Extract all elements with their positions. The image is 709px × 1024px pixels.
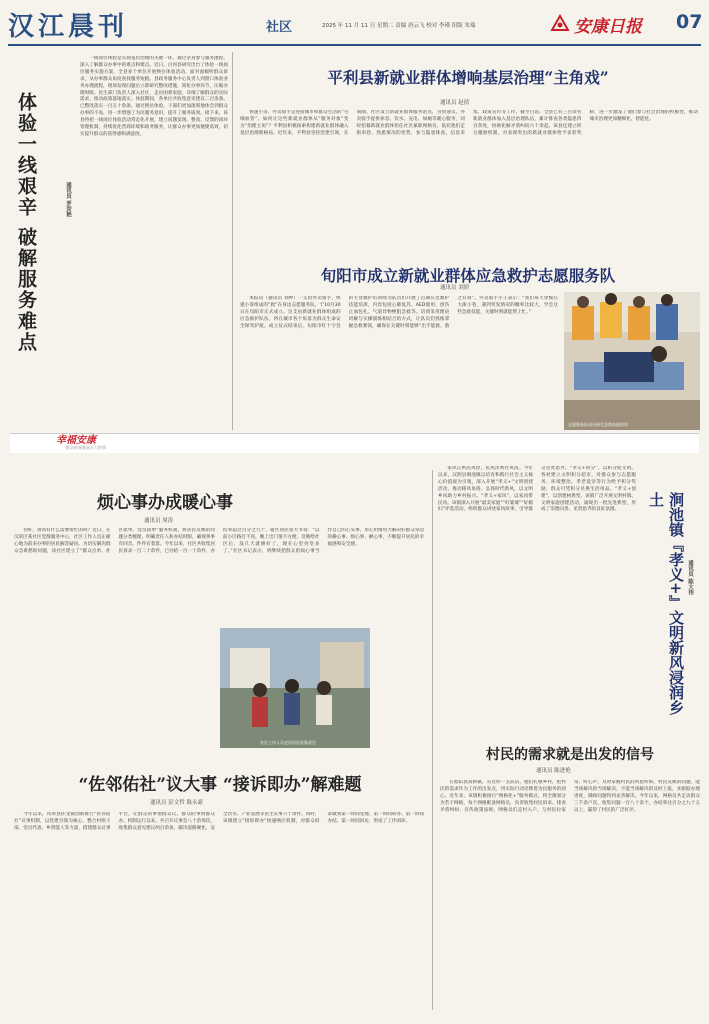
article-middle-body [240,296,558,430]
header-rule [8,44,701,46]
article-middle-paragraph: 本报讯（通讯员 刘婷）一支由外卖骑手、快递小哥组成的“救”在身边志愿服务队，于10月30日在旬阳市正式成立。这支由新就业群体组成的应急救护队伍，将在城市各个角落为群众生命安全保驾护航。成立仪式结束后，旬阳市红十字会的专业救护培训师为队员们开展了首期应急救护技能培训，内容包括心肺复苏、AED使用、创伤止血包扎、气道异物梗阻急救等。培训采用理论讲解与实操演练相结合的方式，让队员们熟练掌握急救要领，确保在关键时刻能够“出手能救、救之有效”。外卖骑手小王表示：“我们每天穿梭在大街小巷，遇到突发情况的概率比较大，学会这些急救技能，关键时刻就能帮上忙。” [240,296,558,329]
article-bottom-left-body-cont [14,636,214,744]
article-left-paragraph: 一线岗位体验是实现基层治理的关键一环，通过亲身参与服务流程，深入了解群众办事中的难点和堵点。近日，白河县研究出台了体验一线岗位服务实施方案，全县多个单位开展换位体验活动，面对面倾听群众诉求，从办事群众角度查找服务短板。县政务服务中心负责人到窗口体验业务办理流程，现场发现问题后立即研究整改措施，简化办事环节，压缩办理时限。民生部门负责人深入社区，走访困难家庭，详细了解群众的实际需求，推动政策落地落实。体验期间，各单位共收集意见建议二百余条，已整改落实一百五十余条。通过换位体验，干部们更加深刻地体会到群众办事的不易，进一步增强了为民服务意识，提升了服务质效。接下来，该县将把一线岗位体验活动常态化开展，建立问题发现、整改、反馈的闭环管理机制，持续优化营商环境和政务服务，让群众办事更加便捷高效，切实提升群众的获得感和满意度。 [80,56,228,137]
article-bottom-middle-body [14,812,424,1012]
page-number: 07 [676,11,703,33]
article-bottom-left-title: 烦心事办成暖心事 [97,493,233,513]
community-photo-image [220,628,370,748]
article-right-paragraph: 家风正则民风淳，民风淳则社风清。今年以来，汉阴县涧池镇以培育和践行社会主义核心价值观为引领，深入开展“孝义+”文明创建活动，推动移风易俗，弘扬时代新风，以文明乡风助力乡村振兴。“孝义+家风”，以家风带民风。该镇深入开展“最美家庭”“好婆婆”“好媳妇”评选活动，组织群众讲述家风故事，引导群众见贤思齐。“孝义+积分”，以积分促文明。各村建立文明积分超市，对群众参与志愿服务、环境整治、孝老爱亲等行为给予积分奖励，群众可凭积分兑换生活用品。“孝义+创建”，以创建树典型。该镇广泛开展文明村镇、文明家庭创建活动，涌现出一批先进典型，形成了崇德向善、见贤思齐的良好氛围。 [438,466,636,513]
article-bottom-middle-author: 通讯员 彭文哲 陈永豪 [150,800,203,806]
newspaper-logo-icon [550,14,570,32]
special-brand: 幸福安康 [56,435,96,446]
special-brand-sub: 群众的事就是天大的事 [66,445,106,450]
article-bottom-right-title: 村民的需求就是出发的信号 [486,747,654,763]
community-photo [220,628,370,748]
article-right-title: 涧池镇『孝义+』文明新风浸润乡土 [647,492,685,715]
newspaper-name: 安康日报 [574,17,642,37]
training-photo-image [564,292,700,430]
article-bottom-left-body [14,528,424,630]
article-bottom-left-paragraph: 你好，请问有什么需要帮忙的吗？近日，在汉滨区某社区党群服务中心，社区工作人员正耐心地为前来办事的居民解答疑问。为切实解决群众急难愁盼问题，该社区建立了“群众点单、社区派单、党员接单”服务机制，将居民反映的问题分类梳理，明确责任人和办结时限，确保事事有回音、件件有着落。今年以来，社区共收集居民诉求一百二十余件，已办结一百一十余件，办结率超过百分之九十。辖区居民张大爷说：“以前小区路灯不亮，晚上出门很不方便，反映给社区后，没几天就修好了，现在心里亮堂多了。”社区书记表示，将继续把群众的烦心事当作自己的心头事，用心用情用力解决好群众身边的操心事、烦心事、揪心事，不断提升居民的幸福感和安全感。 [14,528,424,554]
article-right-author: 通讯员 陈大伟 [687,560,693,595]
dateline: 2025 年 11 月 11 日 星期二 责编 唐云飞 校对 李瑾 组版 朱瑞 [322,23,476,29]
column-divider [432,470,433,1010]
masthead: 汉江晨刊 [8,12,129,42]
column-divider [232,52,233,430]
article-top-author: 通讯员 赵倩 [440,100,470,106]
community-photo-caption: 社区工作人员走访居民收集意见 [260,740,316,745]
article-middle-title: 旬阳市成立新就业群体应急救护志愿服务队 [320,266,616,285]
training-photo-caption: 志愿服务队成员接受急救技能培训 [568,422,628,427]
article-left-body [80,56,228,428]
special-band [10,433,699,453]
article-left-title: 体验一线艰辛 破解服务难点 [15,92,37,353]
article-top-title: 平利县新就业群体增响基层治理“主角戏” [327,68,609,87]
article-bottom-right-author: 通讯员 陈进艳 [536,768,571,774]
article-bottom-middle-paragraph: 今年以来，岚皋县佐龙镇创新推行“佐邻佑社”议事机制，以党建引领为核心，整合村组干部、党员代表、乡贤能人等力量，搭建群众议事平台，让群众的事情群众议、群众的事情群众办。机制运行以来，共召开议事会八十余场次，收集群众意见建议两百余条，解决道路硬化、安全饮水、产业发展等民生实事六十余件。同时，该镇建立“接诉即办”快速响应机制，对群众诉求做到第一时间受理、第一时间转办、第一时间办结、第一时间回访，形成了工作闭环。 [14,812,424,831]
article-bottom-right-paragraph: 在紫阳县高桥镇，有这样一支队伍，他们扎根乡村，把村民的需求作为工作的出发点，用实际行动诠释着为民服务的初心。近年来，该镇积极推行“网格化+”服务模式，将全镇划分为若干网格，每个网格配备网格员，负责收集村民诉求、排查矛盾纠纷、宣传政策法规。网格员们走村入户，与村民拉家常、听心声，及时掌握村民的所思所盼。村民反映的问题，能当场解决的当场解决，不能当场解决的及时上报，并跟踪办理进度，确保问题得到妥善解决。今年以来，网格员共走访群众三千余户次，收集问题一百八十余个，办结率达百分之九十五以上，赢得了村民的广泛好评。 [440,780,700,813]
article-right-body [438,466,636,714]
article-middle-author: 通讯员 刘婷 [440,285,470,291]
article-bottom-right-body [440,780,700,1014]
article-bottom-left-author: 通讯员 周涛 [144,518,174,524]
article-bottom-middle-title: “佐邻佑社”议大事 “接诉即办”解难题 [78,775,362,795]
article-top-paragraph: 快递小哥、外卖骑手是连接城市和群众生活的“毛细血管”。如何让这些新就业群体从“服务对象”变为“治理主角”？平利县积极探索构建新就业群体融入基层治理新格局。近年来，平利县坚持党建引领，在商圈、社区设立新就业群体服务站点，为快递员、外卖骑手提供休息、饮水、充电、如厕等暖心服务，同时招募新就业群体担任社区兼职网格员，依托他们走街串巷、熟悉情况的优势，参与隐患排查、信息采集、政策宣传等工作。截至目前，全县已有三百余名新就业群体加入基层治理队伍，累计排查各类隐患四百余处，协助化解矛盾纠纷六十余起。该县还建立积分激励机制，对表现突出的新就业群体给予表彰奖励，进一步激发了他们参与社会治理的积极性，推动城市治理更加精细化、智能化。 [240,110,698,136]
article-top-body [240,110,698,262]
training-photo [564,292,700,430]
article-left-author: 通讯员 罗荧艳 [65,182,71,217]
section-name: 社区 [266,20,293,35]
